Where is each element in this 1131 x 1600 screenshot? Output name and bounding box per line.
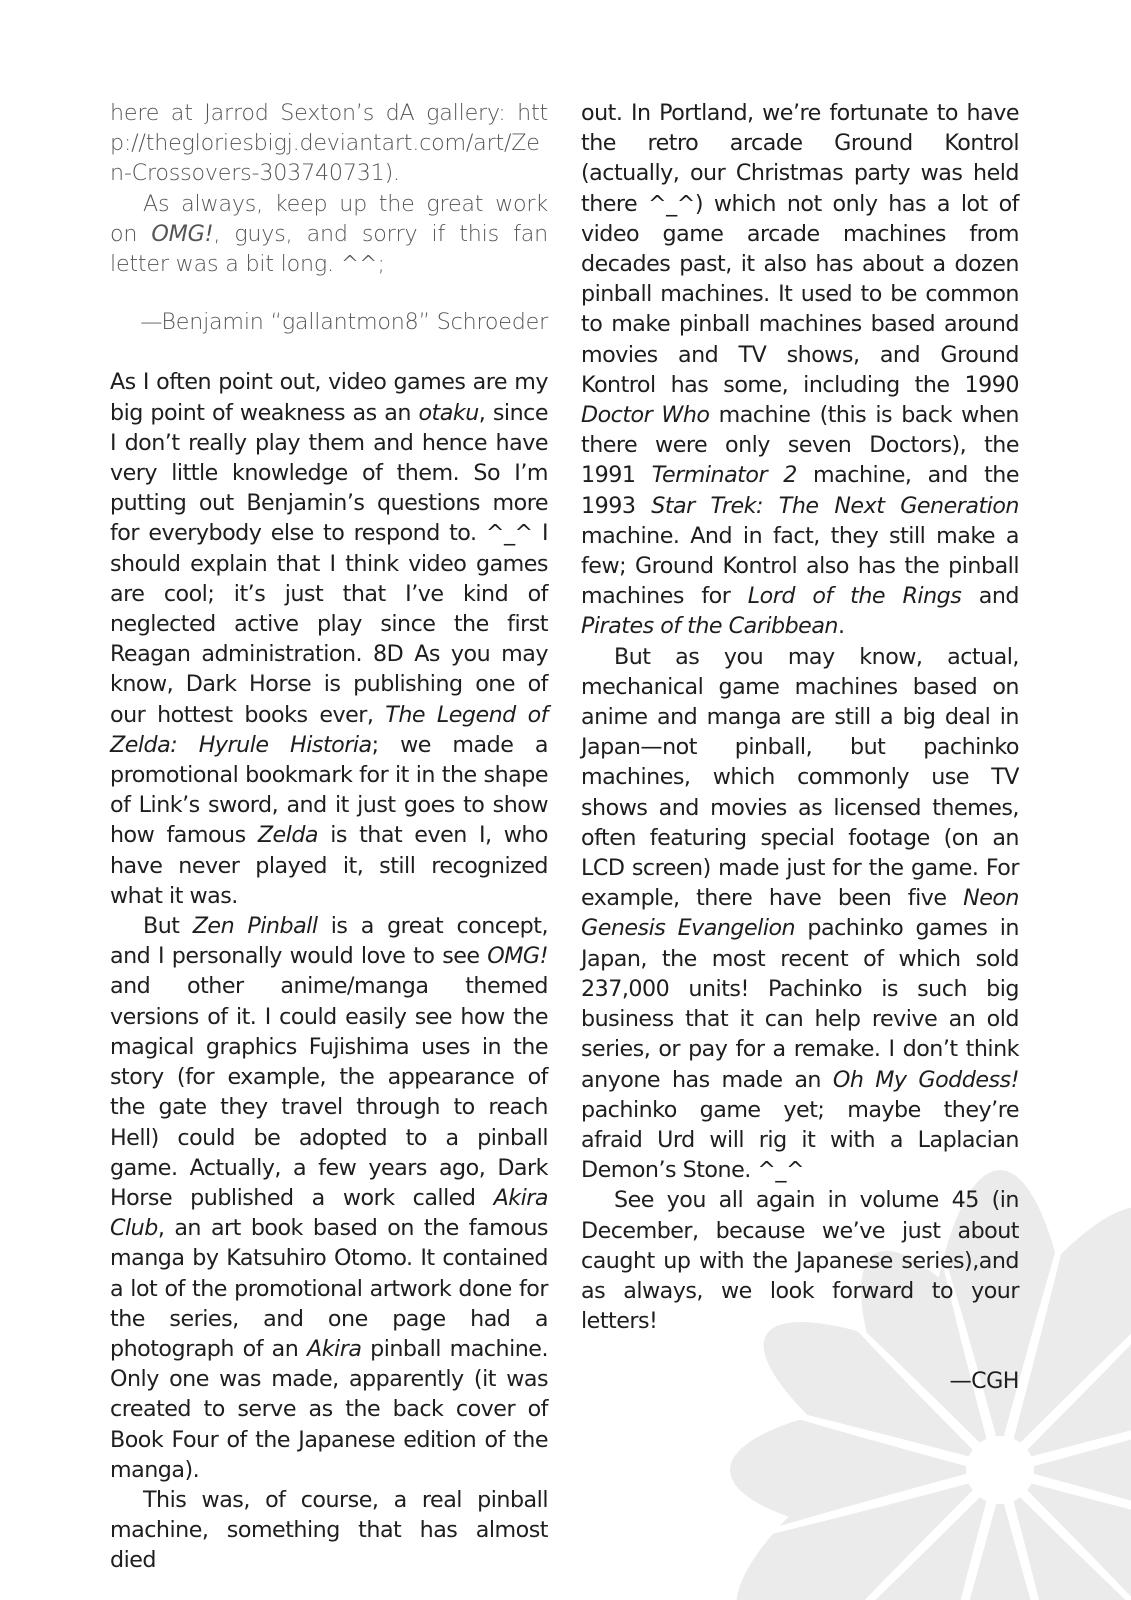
reply-paragraph: But as you may know, actual, mechanical game machines based on anime and manga are still a big deal in Japan—not pinball, but pachinko machines, which commonly use TV shows and movies as licensed themes, often featuring special footage (on an LCD screen) made just for the game. For example, there have been five Neon Genesis Evangelion pachinko games in Japan, the most recent of which sold 237,000 units! Pachinko is such big business that it can help revive an old series, or pay for a remake. I don’t think anyone has made an Oh My Goddess! pachinko game yet; maybe they’re afraid Urd will rig it with a Laplacian Demon’s Stone. ^_^ — [581, 643, 1019, 1184]
reply-paragraph: See you all again in volume 45 (in December, because we’ve just about caught up with the Japanese series),and as always, we look forward to your letters! — [581, 1187, 1019, 1335]
reply-paragraph: As I often point out, video games are my big point of weakness as an otaku, since I don’t really play them and hence have very little knowledge of them. So I’m putting out Benjamin’s questions more for everybody else to respond to. ^_^ I should explain that I think video games are cool; it’s just that I’ve kind of neglected active play since the first Reagan administration. 8D As you may know, Dark Horse is publishing one of our hottest books ever, The Legend of Zelda: Hyrule Historia; we made a promotional bookmark for it in the shape of Link’s sword, and it just goes to show how famous Zelda is that even I, who have never played it, still recognized what it was. — [110, 369, 548, 909]
right-column — [581, 98, 1019, 1397]
editor-signature: —CGH — [949, 1368, 1019, 1395]
reply-paragraph: This was, of course, a real pinball machine, something that has almost died — [110, 1486, 548, 1574]
letter-paragraph: As always, keep up the great work on OMG!, guys, and sorry if this fan letter was a bit long. ^^; — [110, 190, 549, 278]
letter-signature: —Benjamin “gallantmon8” Schroeder — [140, 309, 548, 336]
left-column — [110, 98, 548, 1576]
reply-paragraph: But Zen Pinball is a great concept, and I personally would love to see OMG! and other anime/manga themed versions of it. I could easily see how the magical graphics Fujishima uses in the story (for example, the appearance of the gate they travel through to reach Hell) could be adopted to a pinball game. Actually, a few years ago, Dark Horse published a work called Akira Club, an art book based on the famous manga by Katsuhiro Otomo. It contained a lot of the promotional artwork done for the series, and one page had a photograph of an Akira pinball machine. Only one was made, apparently (it was created to serve as the back cover of Book Four of the Japanese edition of the manga). — [110, 913, 549, 1483]
reply-paragraph: out. In Portland, we’re fortunate to have the retro arcade Ground Kontrol (actually, our Christmas party was held there ^_^) which not only has a lot of video game arcade machines from decades past, it also has about a dozen pinball machines. It used to be common to make pinball machines based around movies and TV shows, and Ground Kontrol has some, including the 1990 Doctor Who machine (this is back when there were only seven Doctors), the 1991 Terminator 2 machine, and the 1993 Star Trek: The Next Generation machine. And in fact, they still make a few; Ground Kontrol also has the pinball machines for Lord of the Rings and Pirates of the Caribbean. — [581, 100, 1019, 640]
letter-paragraph: here at Jarrod Sexton’s dA gallery: http://thegloriesbigj.deviantart.com/art/Zen-Crossovers-303740731). — [110, 100, 548, 187]
